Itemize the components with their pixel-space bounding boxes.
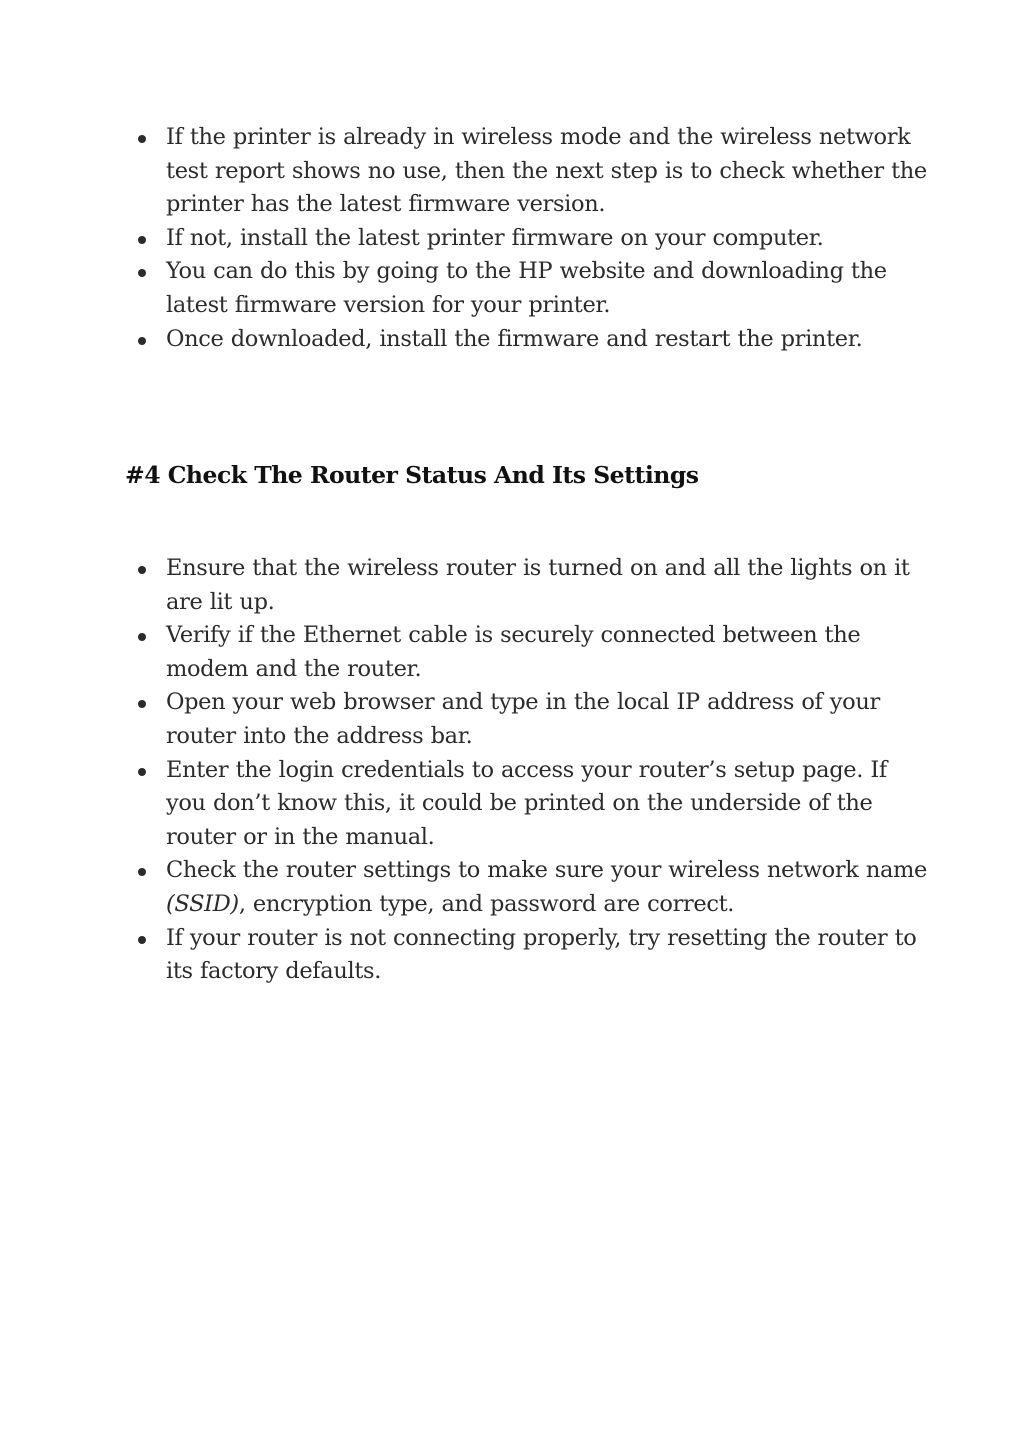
list-item-text: You can do this by going to the HP website and downloading the latest firmware version for your printer.	[166, 258, 887, 318]
bullet-icon	[138, 566, 146, 574]
bullet-icon	[138, 700, 146, 708]
section-heading: #4 Check The Router Status And Its Settings	[125, 461, 699, 489]
list-item-text: Once downloaded, install the firmware and restart the printer.	[166, 325, 863, 352]
list-item-text: If not, install the latest printer firmware on your computer.	[166, 224, 824, 251]
bullet-icon	[138, 269, 146, 277]
bullet-icon	[138, 868, 146, 876]
list-item-text: Ensure that the wireless router is turned on and all the lights on it are lit up.	[166, 555, 910, 615]
list-item-text: If your router is not connecting properly, try resetting the router to its factory defaults.	[166, 924, 917, 985]
list-item	[132, 255, 932, 322]
list-item-text-end: , encryption type, and password are correct.	[238, 890, 735, 917]
list-item	[132, 619, 932, 686]
list-item-text: If the printer is already in wireless mode and the wireless network test report shows no use, then the next step is to check whether the printer has the latest firmware version.	[166, 124, 927, 218]
list-item	[132, 222, 932, 256]
bullet-icon	[138, 936, 146, 944]
list-item-text: Open your web browser and type in the local IP address of your router into the address bar.	[166, 689, 880, 749]
bullet-list-firmware	[132, 121, 932, 356]
bullet-icon	[138, 768, 146, 776]
list-item	[132, 754, 932, 855]
list-item	[132, 854, 932, 921]
bullet-icon	[138, 337, 146, 345]
bullet-icon	[138, 236, 146, 244]
list-item	[132, 922, 932, 989]
list-item-text-start: Check the router settings to make sure your wireless network name	[166, 857, 927, 884]
bullet-icon	[138, 633, 146, 641]
ssid-italic-text: (SSID)	[166, 890, 239, 917]
list-item-text: Enter the login credentials to access your router’s setup page. If you don’t know this, it could be printed on the underside of the router or in the manual.	[166, 756, 887, 850]
list-item	[132, 121, 932, 222]
bullet-icon	[138, 135, 146, 143]
list-item	[132, 686, 932, 753]
list-item	[132, 323, 932, 357]
list-item-text: Verify if the Ethernet cable is securely connected between the modem and the router.	[166, 622, 861, 682]
list-item	[132, 552, 932, 619]
bullet-list-router	[132, 552, 932, 989]
